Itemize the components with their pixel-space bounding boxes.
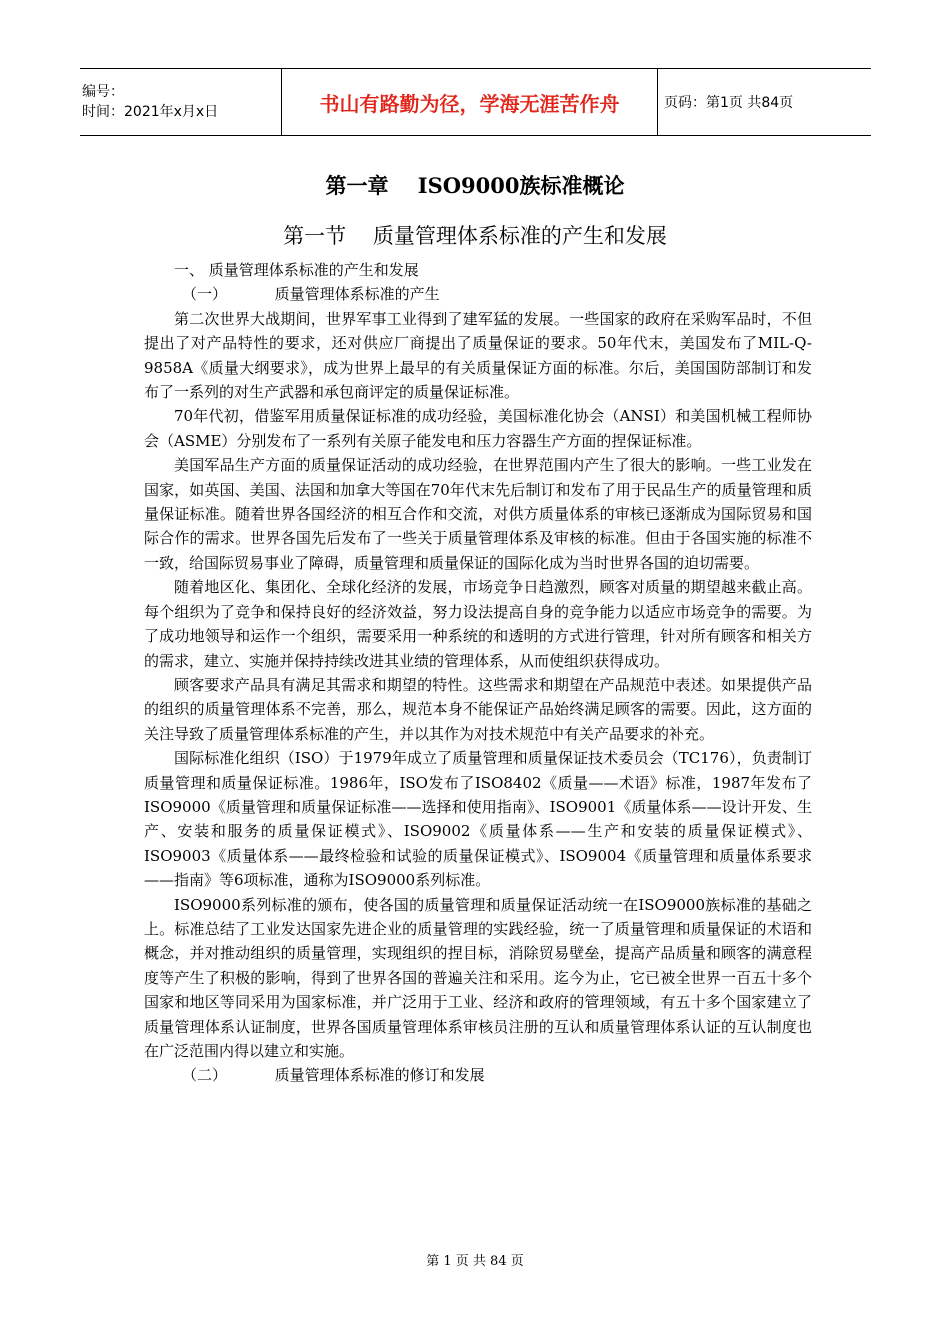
body-text <box>144 258 812 1088</box>
paragraph: 美国军品生产方面的质量保证活动的成功经验，在世界范围内产生了很大的影响。一些工业发在国家，如英国、美国、法国和加拿大等国在70年代末先后制订和发布了用于民品生产的质量管理和质量保证标准。随着世界各国经济的相互合作和交流，对供方质量体系的审核已逐渐成为国际贸易和国际合作的需求。世界各国先后发布了一些关于质量管理体系及审核的标准。但由于各国实施的标准不一致，给国际贸易事业了障碍，质量管理和质量保证的国际化成为当时世界各国的迫切需要。 <box>144 456 812 572</box>
page-info-text: 页码：第1页 共84页 <box>664 95 794 111</box>
date-label: 时间：2021年x月x日 <box>82 104 219 120</box>
paragraph: 随着地区化、集团化、全球化经济的发展，市场竞争日趋激烈，顾客对质量的期望越来截止高。每个组织为了竞争和保持良好的经济效益，努力设法提高自身的竞争能力以适应市场竞争的需要。为了成功地领导和运作一个组织，需要采用一种系统的和透明的方式进行管理，针对所有顾客和相关方的需求，建立、实施并保持持续改进其业绩的管理体系，从而使组织获得成功。 <box>144 578 812 670</box>
paragraph: 顾客要求产品具有满足其需求和期望的特性。这些需求和期望在产品规范中表述。如果提供产品的组织的质量管理体系不完善，那么，规范本身不能保证产品始终满足顾客的需要。因此，这方面的关注导致了质量管理体系标准的产生，并以其作为对技术规范中有关产品要求的补充。 <box>144 675 812 743</box>
heading-1: 一、 质量管理体系标准的产生和发展 <box>174 261 419 279</box>
page-footer: 第 1 页 共 84 页 <box>426 1254 524 1269</box>
header-motto <box>282 69 658 135</box>
paragraph: 70年代初，借鉴军用质量保证标准的成功经验，美国标准化协会（ANSI）和美国机械工程师协会（ASME）分别发布了一系列有关原子能发电和压力容器生产方面的捏保证标准。 <box>144 407 812 450</box>
chapter-title: 第一章 ISO9000族标准概论 <box>325 173 625 198</box>
header-meta <box>80 69 282 135</box>
paragraph: ISO9000系列标准的颁布，使各国的质量管理和质量保证活动统一在ISO9000族标准的基础之上。标准总结了工业发达国家先进企业的质量管理的实践经验，统一了质量管理和质量保证的术语和概念，并对推动组织的质量管理，实现组织的捏目标，消除贸易壁垒，提高产品质量和顾客的满意程度等产生了积极的影响，得到了世界各国的普遍关注和采用。迄今为止，它已被全世界一百五十多个国家和地区等同采用为国家标准，并广泛用于工业、经济和政府的管理领域，有五十多个国家建立了质量管理体系认证制度，世界各国质量管理体系审核员注册的互认和质量管理体系认证的互认制度也在广泛范围内得以建立和实施。 <box>144 895 812 1060</box>
header-page-info <box>658 69 871 135</box>
number-label: 编号： <box>82 84 124 100</box>
page-header <box>80 68 871 136</box>
paragraph: 国际标准化组织（ISO）于1979年成立了质量管理和质量保证技术委员会（TC176），负责制订质量管理和质量保证标准。1986年，ISO发布了ISO8402《质量——术语》标准，1987年发布了ISO9000《质量管理和质量保证标准——选择和使用指南》、ISO9001《质量体系——设计开发、生产、安装和服务的质量保证模式》、ISO9002《质量体系——生产和安装的质量保证模式》、ISO9003《质量体系——最终检验和试验的质量保证模式》、ISO9004《质量管理和质量体系要求——指南》等6项标准，通称为ISO9000系列标准。 <box>144 749 812 890</box>
subheading-1: （一） 质量管理体系标准的产生 <box>182 285 440 304</box>
motto-text: 书山有路勤为径，学海无涯苦作舟 <box>319 91 620 116</box>
section-title: 第一节 质量管理体系标准的产生和发展 <box>283 224 667 248</box>
subheading-2: （二） 质量管理体系标准的修订和发展 <box>182 1066 485 1085</box>
paragraph: 第二次世界大战期间，世界军事工业得到了建军猛的发展。一些国家的政府在采购军品时，不但提出了对产品特性的要求，还对供应厂商提出了质量保证的要求。50年代末，美国发布了MIL-Q-9858A《质量大纲要求》，成为世界上最早的有关质量保证方面的标准。尔后，美国国防部制订和发布了一系列的对生产武器和承包商评定的质量保证标准。 <box>144 309 812 402</box>
